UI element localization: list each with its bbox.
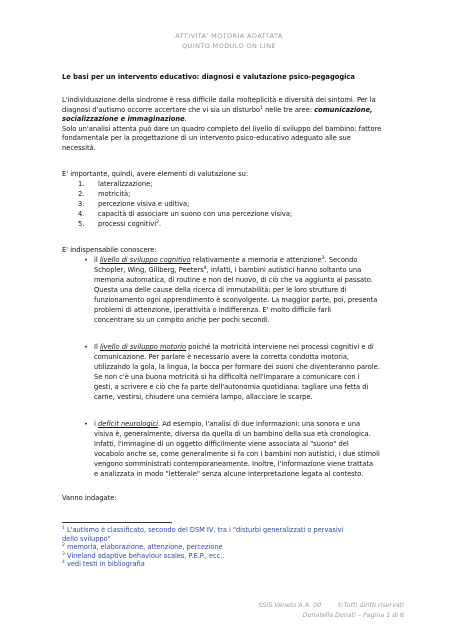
paragraph-1-line: fondamentale per la progettazione di un intervento psico-educativo adeguato alle sue (62, 134, 351, 142)
vanno-indagate: Vanno indagate: (62, 494, 117, 502)
footnote-1: $^1$ L'autismo è classificato, secondo del DSM IV, tra i "disturbi generalizzati o pervasivi (62, 525, 344, 534)
footnote-2: $^2$ memoria, elaborazione, attenzione, percezione (62, 542, 223, 551)
list-item: 1. lateralizzazione; (78, 180, 153, 188)
footnote-1-cont: dello sviluppo" (62, 534, 111, 543)
footnote-4: $^4$ vedi testi in bibliografia (62, 559, 145, 568)
bullets-intro: E' indispensabile conoscere: (62, 246, 157, 254)
list-item: 4. capacità di associare un suono con una percezione visiva; (78, 210, 293, 218)
footnote-divider (62, 522, 172, 523)
list-item: 2. motricità; (78, 190, 131, 198)
header-line-2: QUINTO MODULO ON LINE (182, 42, 276, 50)
bullet-icon: • (84, 256, 88, 264)
footer-copyright: SSIS Veneto A.A. 00 ©Tutti diritti riservati (258, 602, 404, 609)
section-heading: Le basi per un intervento educativo: diagnosi e valutazione psico-pegagogica (62, 73, 355, 81)
footnote-ref: 2 (156, 219, 159, 225)
document-page: ATTIVITA' MOTORIA ADATTATA QUINTO MODULO ON LINE Le basi per un intervento educativo: diagnosi e valutazione psico-pegagogica L'individuazione della sindrome è resa difficile dalla molteplicità e diversità dei sintomi. Per la diagnosi d'autismo occorre accertare che vi sia un disturbo$^1$ nelle tre aree: comunicazione, socializzazione e immaginazione. Solo un'analisi attenta può dare un quadro completo del livello di sviluppo del bambino: fattore fondamentale per la progettazione di un intervento psico-educativo adeguato alle sue necessità. E' importante, quindi, avere elementi di valutazione su: 1. lateralizzazione; 2. motricità; 3. percezione visiva e uditiva; 4. capacità di associare un suono con una percezione visiva; 5. processi cognitivi$^2$. E' indispensabile conoscere: • il livello di sviluppo cognitivo relativamente a memoria e attenzione$^3$. Secondo Schopler, Wing, Gillberg, Peeters$^4$, infatti, i bambini autistici hanno soltanto una memoria automatica, di routine e non del nuovo, di ciò che va aggiunto al passato. Questa una delle cause della ricerca di immutabilità: per le loro strutture di funzionamento ogni apprendimento è sconvolgente. La maggior parte, poi, presenta problemi di attenzione, iperattività o indifferenza. E' molto difficile farli concentrare su un compito anche per pochi secondi. • Il livello di sviluppo motorio poiché la motricità interviene nei processi cognitivi e di comunicazione. Per parlare è necessario avere la corretta condotta motoria, utilizzando la gola, la lingua, la bocca per formare dei suoni che diventeranno parole. Se non c'è una buona motricità si ha difficoltà nell'imparare a comunicare con i gesti, a scrivere e ciò che fa parte dell'autonomia quotidiana: tagliare una fetta di carne, vestirsi, chiudere una cerniera lampo, allacciare le scarpe. • i deficit neurologici. Ad esempio, l'analisi di due informazioni: una sonora e una visiva è, generalmente, diversa da quella di un bambino della sua età cronologica. Infatti, l'immagine di un oggetto difficilmente viene associata al "suono" del vocabolo anche se, come generalmente si fa con i bambini non autistici, i due stimoli vengono somministrati contemporaneamente. Inoltre, l'informazione viene trattata e analizzata in modo "letterale" senza alcune interpretazione legata al contesto. Vanno indagate: $^1$ L'autismo è classificato, secondo del DSM IV, tra i "disturbi generalizzati o pervasivi dello sviluppo" $^2$ memoria, elaborazione, attenzione, percezione $^3$ Vineland adaptive behaviour scales, P.E.P., ecc.. $^4$ vedi testi in bibliografia SSIS Veneto A.A. 00 ©Tutti diritti riservati Donatella Donati – Pagina 1 di 6 (62, 32, 404, 619)
list-intro: E' importante, quindi, avere elementi di valutazione su: (62, 170, 249, 178)
list-item: 5. processi cognitivi$^2$. (78, 219, 162, 228)
paragraph-1-line: L'individuazione della sindrome è resa difficile dalla molteplicità e diversità dei sintomi. Per la (62, 96, 376, 104)
bullet-icon: • (84, 343, 88, 351)
footer-page-number: Donatella Donati – Pagina 1 di 6 (302, 612, 404, 619)
footnote-3: $^3$ Vineland adaptive behaviour scales, P.E.P., ecc.. (62, 551, 225, 560)
paragraph-1-line: diagnosi d'autismo occorre accertare che vi sia un disturbo$^1$ nelle tre aree: comunicazione, (62, 105, 373, 114)
footnote-ref: 1 (260, 105, 263, 111)
paragraph-1-line: socializzazione e immaginazione. (62, 115, 187, 123)
paragraph-1-line: Solo un'analisi attenta può dare un quadro completo del livello di sviluppo del bambino: fattore (62, 124, 382, 133)
list-item: 3. percezione visiva e uditiva; (78, 200, 190, 208)
paragraph-1-line: necessità. (62, 143, 96, 152)
bullet-icon: • (84, 420, 88, 428)
header-line-1: ATTIVITA' MOTORIA ADATTATA (175, 32, 283, 40)
